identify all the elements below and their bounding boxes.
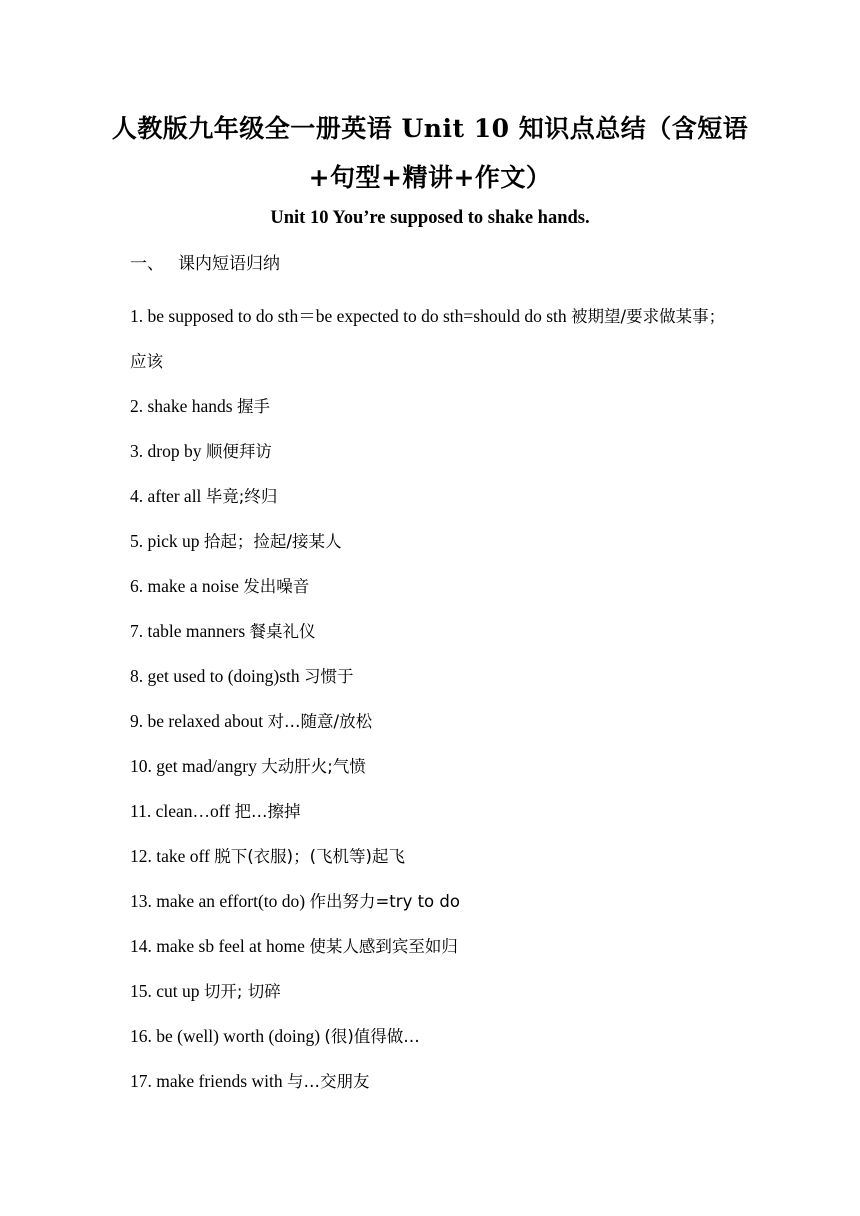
phrase-chinese: 脱下(衣服)；(飞机等)起飞 (214, 847, 405, 866)
phrase-chinese: 习惯于 (304, 667, 354, 686)
phrase-english: 6. make a noise (130, 576, 239, 596)
phrase-english: 17. make friends with (130, 1071, 283, 1091)
phrase-chinese: 顺便拜访 (205, 442, 272, 461)
phrase-chinese: 切开; 切碎 (203, 982, 281, 1001)
phrase-english: 8. get used to (doing)sth (130, 666, 300, 686)
phrase-chinese: 把…擦掉 (234, 802, 301, 821)
phrase-item (130, 429, 740, 474)
phrase-english: 12. take off (130, 846, 210, 866)
phrase-chinese: 发出噪音 (243, 577, 310, 596)
phrase-english: 1. be supposed to do sth＝be expected to do sth=should do sth (130, 306, 567, 326)
section-number: 一、 (130, 254, 164, 274)
phrase-english: 11. clean…off (130, 801, 231, 821)
phrase-chinese: 拾起；捡起/接某人 (203, 532, 342, 551)
phrase-item (130, 879, 740, 924)
phrase-chinese: 餐桌礼仪 (249, 622, 316, 641)
document-title: 人教版九年级全一册英语 Unit 10 知识点总结（含短语+句型+精讲+作文） (111, 114, 749, 192)
phrase-item (130, 969, 740, 1014)
phrase-item (130, 744, 740, 789)
phrase-english: 15. cut up (130, 981, 200, 1001)
phrase-english: 16. be (well) worth (doing) (130, 1026, 321, 1046)
phrase-item (130, 1059, 740, 1104)
phrase-english: 4. after all (130, 486, 202, 506)
phrase-chinese: 毕竟;终归 (205, 487, 278, 506)
phrase-chinese: 被期望/要求做某事；应该 (130, 307, 726, 371)
phrase-item (130, 294, 740, 384)
phrase-english: 5. pick up (130, 531, 200, 551)
phrase-chinese: 对…随意/放松 (267, 712, 373, 731)
phrase-chinese: 大动肝火;气愤 (261, 757, 366, 776)
phrase-item (130, 1014, 740, 1059)
phrase-chinese: 握手 (236, 397, 270, 416)
phrase-item (130, 474, 740, 519)
phrase-item (130, 384, 740, 429)
phrase-chinese: 使某人感到宾至如归 (309, 937, 458, 956)
phrase-chinese: 作出努力=try to do (309, 892, 460, 911)
phrase-list (130, 294, 740, 1104)
phrase-english: 10. get mad/angry (130, 756, 257, 776)
phrase-item (130, 699, 740, 744)
phrase-item (130, 834, 740, 879)
phrase-english: 7. table manners (130, 621, 246, 641)
phrase-english: 3. drop by (130, 441, 202, 461)
section-heading-text: 课内短语归纳 (178, 254, 280, 274)
phrase-english: 13. make an effort(to do) (130, 891, 306, 911)
phrase-item (130, 654, 740, 699)
phrase-item (130, 609, 740, 654)
phrase-english: 2. shake hands (130, 396, 233, 416)
phrase-chinese: 与…交朋友 (286, 1072, 370, 1091)
phrase-english: 14. make sb feel at home (130, 936, 305, 956)
section-heading (130, 251, 280, 277)
phrase-item (130, 564, 740, 609)
unit-subtitle: Unit 10 You’re supposed to shake hands. (270, 208, 590, 228)
phrase-chinese: (很)值得做… (324, 1027, 420, 1046)
phrase-item (130, 924, 740, 969)
phrase-item (130, 789, 740, 834)
phrase-english: 9. be relaxed about (130, 711, 264, 731)
phrase-item (130, 519, 740, 564)
